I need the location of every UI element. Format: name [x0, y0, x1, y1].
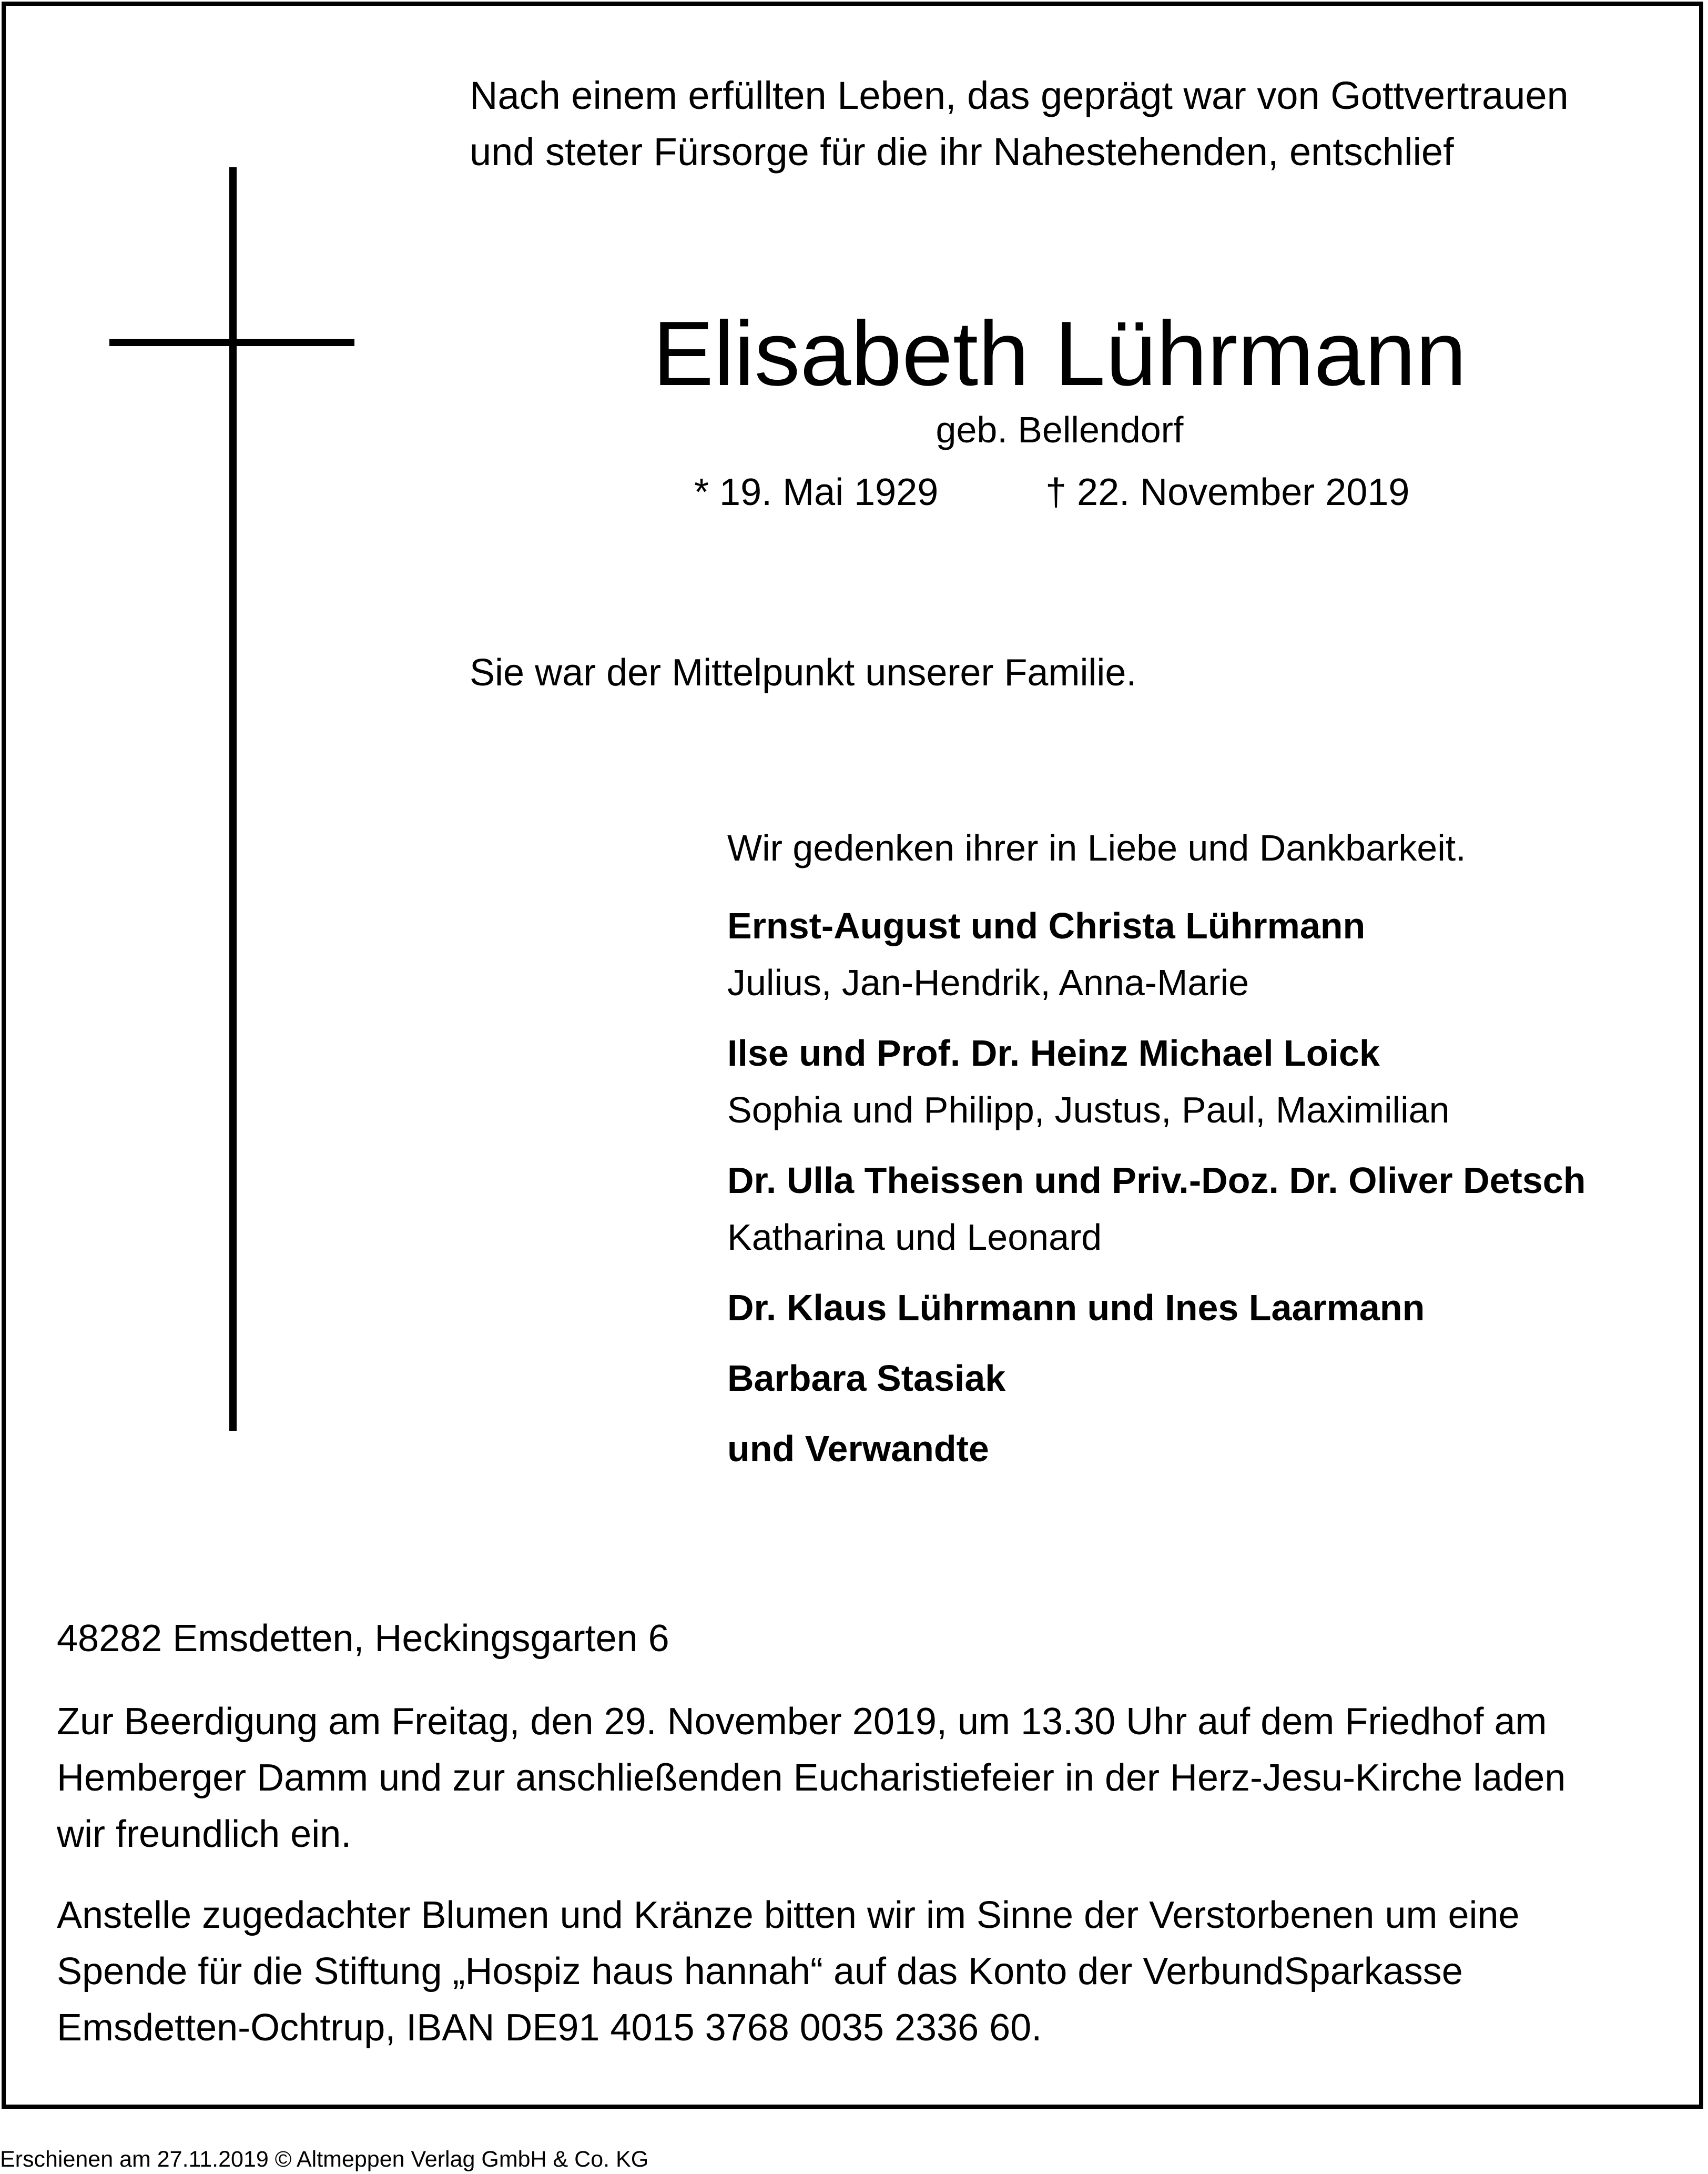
address: 48282 Emsdetten, Heckingsgarten 6: [57, 1617, 669, 1660]
mourner-group-names: Ernst-August und Christa Lührmann: [727, 905, 1366, 946]
mourner-group-children: Sophia und Philipp, Justus, Paul, Maximilian: [727, 1089, 1450, 1130]
mourner-group-names: Barbara Stasiak: [727, 1358, 1006, 1399]
donation-line-1: Anstelle zugedachter Blumen und Kränze bitten wir im Sinne der Verstorbenen um eine: [57, 1894, 1520, 1936]
mourner-group-children: Katharina und Leonard: [727, 1217, 1102, 1258]
family-center-line: Sie war der Mittelpunkt unserer Familie.: [470, 652, 1137, 694]
intro-line-2: und steter Fürsorge für die ihr Nahestehenden, entschlief: [470, 130, 1454, 174]
intro-line-1: Nach einem erfüllten Leben, das geprägt war von Gottvertrauen: [470, 74, 1569, 117]
funeral-line-1: Zur Beerdigung am Freitag, den 29. November 2019, um 13.30 Uhr auf dem Friedhof am: [57, 1701, 1547, 1743]
funeral-paragraph: [57, 1694, 1666, 1863]
donation-paragraph: [57, 1887, 1666, 2056]
funeral-line-2: Hemberger Damm und zur anschließenden Eucharistiefeier in der Herz-Jesu-Kirche laden: [57, 1757, 1566, 1799]
intro-text: [470, 67, 1569, 180]
mourner-group-names: Ilse und Prof. Dr. Heinz Michael Loick: [727, 1033, 1380, 1074]
deceased-name: Elisabeth Lührmann: [653, 302, 1467, 405]
mourners-heading: Wir gedenken ihrer in Liebe und Dankbarkeit.: [727, 827, 1466, 868]
mourner-group-names: Dr. Klaus Lührmann und Ines Laarmann: [727, 1287, 1425, 1328]
publication-footer: Erschienen am 27.11.2019 © Altmeppen Verlag GmbH & Co. KG: [0, 2147, 649, 2172]
funeral-line-3: wir freundlich ein.: [57, 1813, 352, 1855]
mourner-group-names: und Verwandte: [727, 1428, 989, 1469]
donation-line-2: Spende für die Stiftung „Hospiz haus hannah“ auf das Konto der VerbundSparkasse: [57, 1950, 1463, 1993]
death-date: † 22. November 2019: [1045, 471, 1410, 513]
mourner-group-names: Dr. Ulla Theissen und Priv.-Doz. Dr. Oliver Detsch: [727, 1160, 1586, 1201]
mourner-group-children: Julius, Jan-Hendrik, Anna-Marie: [727, 962, 1249, 1003]
birth-date: * 19. Mai 1929: [694, 471, 939, 513]
donation-line-3: Emsdetten-Ochtrup, IBAN DE91 4015 3768 0035 2336 60.: [57, 2007, 1042, 2049]
maiden-name: geb. Bellendorf: [936, 409, 1184, 450]
